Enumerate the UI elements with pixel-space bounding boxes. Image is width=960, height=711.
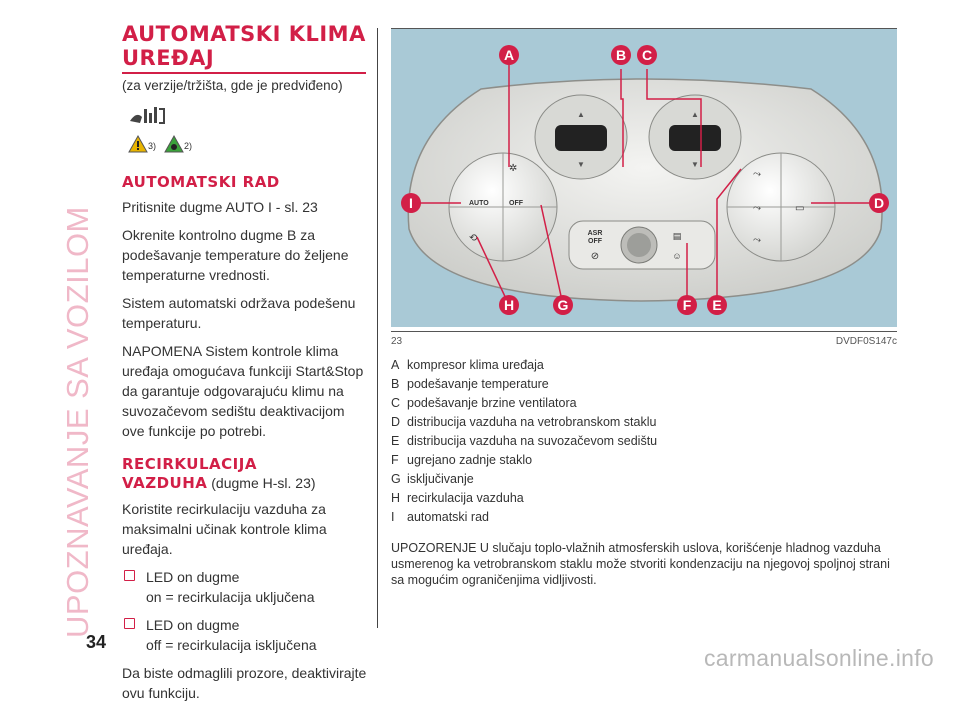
figure-caption	[391, 331, 897, 346]
section-recirculation-ref: (dugme H-sl. 23)	[207, 475, 316, 491]
page-number: 34	[86, 632, 107, 652]
bullet-led-on-line2: on = recirkulacija uključena	[146, 589, 315, 605]
column-divider	[377, 28, 378, 628]
windshield-defrost-icon: ▭	[795, 203, 805, 214]
subtitle: (za verzije/tržišta, gde je predviđeno)	[122, 78, 343, 93]
paragraph-temperature-knob: Okrenite kontrolno dugme B za podešavanje temperature do željene temperaturne vrednosti.	[122, 227, 349, 283]
airflow-face-icon: ⤳	[753, 169, 761, 180]
figure-legend	[391, 356, 897, 527]
paragraph-press-auto: Pritisnite dugme AUTO I - sl. 23	[122, 199, 318, 215]
legend-item: B podešavanje temperature	[391, 377, 549, 391]
figure-code: DVDF0S147c	[835, 336, 897, 347]
section-recirculation-line1: RECIRKULACIJA	[122, 455, 257, 473]
bullet-checkbox-icon	[124, 618, 135, 629]
bullet-led-on	[122, 567, 370, 607]
manual-book-icon	[126, 103, 186, 129]
legend-item: F ugrejano zadnje staklo	[391, 453, 533, 467]
bullet-led-off-line2: off = recirkulacija isključena	[146, 637, 317, 653]
legend-item: C podešavanje brzine ventilatora	[391, 396, 577, 410]
left-column	[122, 22, 370, 711]
label-B: B	[615, 47, 627, 63]
warning-ref-1: 3)	[148, 141, 157, 151]
center-button-module	[569, 221, 715, 269]
bullet-led-off	[122, 615, 370, 655]
figure-number: 23	[391, 336, 403, 347]
chapter-title-text: UPOZNAVANJE SA VOZILOM	[60, 206, 95, 638]
chapter-title	[60, 14, 110, 638]
environment-triangle-icon	[164, 135, 184, 153]
compressor-icon: ✲	[509, 163, 518, 174]
right-control-cluster	[727, 153, 835, 261]
legend-item: E distribucija vazduha na suvozačevom sedištu	[391, 434, 658, 448]
icons-row	[122, 103, 370, 129]
main-title-line2: UREĐAJ	[122, 46, 215, 70]
warning-icons-row	[122, 133, 370, 159]
label-F: F	[682, 297, 692, 313]
recirculation-icon: ⟲	[469, 233, 478, 244]
paragraph-temperature-hold: Sistem automatski održava podešenu temperaturu.	[122, 295, 356, 331]
asr-icon: ⊘	[590, 251, 600, 262]
bullet-checkbox-icon	[124, 570, 135, 581]
legend-item: D distribucija vazduha na vetrobranskom staklu	[391, 415, 657, 429]
label-H: H	[503, 297, 515, 313]
asr-label-line1: ASR	[587, 230, 603, 237]
label-G: G	[557, 297, 569, 313]
svg-text:▲: ▲	[577, 110, 585, 119]
svg-text:▲: ▲	[691, 110, 699, 119]
label-C: C	[641, 47, 653, 63]
left-air-vent	[535, 95, 627, 179]
legend-item: A kompresor klima uređaja	[391, 358, 544, 372]
label-E: E	[712, 297, 722, 313]
airflow-lower-icon: ⤳	[753, 235, 761, 246]
main-title-line1: AUTOMATSKI KLIMA	[122, 22, 366, 46]
asr-label-line2: OFF	[588, 238, 602, 245]
section-automatic-mode-title: AUTOMATSKI RAD	[122, 173, 280, 191]
main-title	[122, 22, 366, 74]
section-recirculation-line2: VAZDUHA	[122, 474, 208, 492]
right-air-vent	[649, 95, 741, 179]
panel-off-label: OFF	[509, 200, 523, 207]
bullet-led-off-line1: LED on dugme	[146, 617, 240, 633]
svg-text:▼: ▼	[691, 160, 699, 169]
rear-defrost-icon: ▤	[672, 231, 682, 241]
passenger-icon: ☺	[672, 251, 682, 261]
paragraph-note-start-stop: NAPOMENA Sistem kontrole klima uređaja omogućava funkciji Start&Stop da garantuje odgovarajuću klimu na suvozačevom sedištu deaktivacijom ove funkcije po potrebi.	[122, 343, 364, 439]
paragraph-defog: Da biste odmaglili prozore, deaktivirajte ovu funkciju.	[122, 665, 367, 701]
watermark: carmanualsonline.info	[703, 645, 934, 671]
climate-panel-illustration	[391, 29, 897, 327]
label-D: D	[873, 195, 885, 211]
climate-panel-figure	[391, 28, 897, 327]
paragraph-recirculation: Koristite recirkulaciju vazduha za maksimalni učinak kontrole klima uređaja.	[122, 501, 327, 557]
bullet-led-on-line1: LED on dugme	[146, 569, 240, 585]
panel-auto-label: AUTO	[469, 200, 489, 207]
legend-item: G isključivanje	[391, 472, 474, 486]
warning-ref-2: 2)	[184, 141, 193, 151]
legend-item: I automatski rad	[391, 510, 489, 524]
legend-item: H recirkulacija vazduha	[391, 491, 524, 505]
label-A: A	[503, 47, 515, 63]
section-recirculation-title	[122, 455, 370, 493]
label-I: I	[409, 195, 413, 211]
svg-text:▼: ▼	[577, 160, 585, 169]
caution-triangle-icon	[128, 135, 148, 153]
warning-paragraph: UPOZORENJE U slučaju toplo-vlažnih atmosferskih uslova, korišćenje hladnog vazduha usmerenog ka vetrobranskom staklu može stvoriti kondenzaciju na njegovoj spoljnoj strani sa mogućim ograničenjima vidljivosti.	[391, 541, 890, 587]
airflow-feet-icon: ⤳	[753, 203, 761, 214]
